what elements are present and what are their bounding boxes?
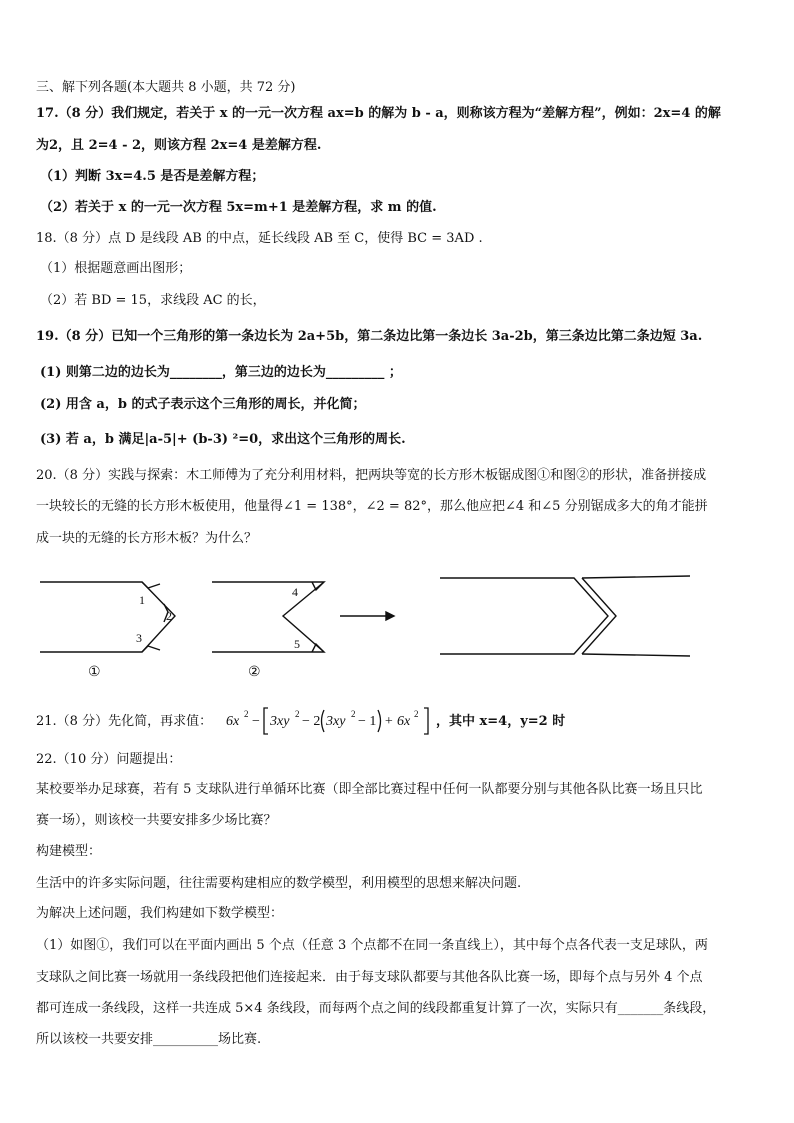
figure-2-caption: ② [248,665,261,680]
q17-part1: （1）判断 3x=4.5 是否是差解方程； [40,169,265,184]
q21-prefix: 21.（8 分）先化简，再求值： [36,714,213,729]
left-paren [322,710,325,732]
q19-stem: 19.（8 分）已知一个三角形的第一条边长为 2a+5b，第二条边比第一条边长 3a-2b，第三条边比第二条边短 3a. [36,329,703,344]
expr-minus-2: − 2 [302,714,321,729]
figure-1-caption: ① [88,665,101,680]
q20-figure [36,568,696,686]
q22-line8: 都可连成一条线段，这样一共连成 5×4 条线段，而每两个点之间的线段都重复计算了一次，实际只有_______条线段， [36,1001,716,1016]
q20-line3: 成一块的无缝的长方形木板？为什么？ [36,531,258,546]
section-header: 三、解下列各题(本大题共 8 小题，共 72 分) [36,80,296,95]
board-figure-1 [40,582,175,652]
q22-line4: 生活中的许多实际问题，往往需要构建相应的数学模型，利用模型的思想来解决问题. [36,876,522,891]
q22-line9: 所以该校一共要安排__________场比赛. [36,1032,262,1047]
angle-1-label: 1 [139,593,145,607]
angle-2-label: 2 [166,609,172,623]
angle-4-label: 4 [292,585,298,599]
q18-part1: （1）根据题意画出图形； [40,261,192,276]
left-bracket [264,708,268,734]
q18-part2: （2）若 BD = 15，求线段 AC 的长， [40,293,266,308]
right-paren [378,710,381,732]
q17-line2: 为2，且 2=4 - 2，则该方程 2x=4 是差解方程. [36,138,322,153]
expr-minus: − [252,714,260,729]
board-combined [440,576,690,656]
q18-stem: 18.（8 分）点 D 是线段 AB 的中点，延长线段 AB 至 C，使得 BC = 3AD . [36,231,483,246]
q19-part2: (2) 用含 a，b 的式子表示这个三角形的周长，并化简； [40,397,366,412]
q20-line2: 一块较长的无缝的长方形木板使用，他量得∠1 = 138°，∠2 = 82°，那么他应把∠4 和∠5 分别锯成多大的角才能拼 [36,499,708,514]
q22-line1: 某校要举办足球赛，若有 5 支球队进行单循环比赛（即全部比赛过程中任何一队都要分别与其他各队比赛一场且只比 [36,782,703,797]
expr-sup-2: 2 [295,709,300,719]
q22-line5: 为解决上述问题，我们构建如下数学模型： [36,906,284,921]
right-bracket [424,708,428,734]
q22-line7: 支球队之间比赛一场就用一条线段把他们连接起来．由于每支球队都要与其他各队比赛一场，即每个点与另外 4 个点 [36,970,703,985]
expr-sup-1: 2 [244,709,249,719]
expr-sup-3: 2 [351,709,356,719]
q20-line1: 20.（8 分）实践与探索：木工师傅为了充分利用材料，把两块等宽的长方形木板锯成图①和图②的形状，准备拼接成 [36,468,707,483]
arrow-icon [340,612,394,620]
q22-line3: 构建模型： [36,844,102,859]
q22-line6: （1）如图①，我们可以在平面内画出 5 个点（任意 3 个点都不在同一条直线上），其中每个点各代表一支足球队，两 [36,938,708,953]
q22-line2: 赛一场），则该校一共要安排多少场比赛？ [36,813,277,828]
q21-suffix: ，其中 x=4，y=2 时 [436,714,566,729]
q22-stem: 22.（10 分）问题提出： [36,752,182,767]
q19-part3: (3) 若 a，b 满足|a-5|+ (b-3) ²=0，求出这个三角形的周长. [40,432,406,447]
expr-term-3xy: 3xy [270,714,290,729]
expr-plus-6x: + 6x [384,714,411,729]
board-figure-2 [212,582,324,652]
q17-part2: （2）若关于 x 的一元一次方程 5x=m+1 是差解方程，求 m 的值. [40,200,437,215]
q19-part1: (1) 则第二边的边长为________，第三边的边长为_________ ； [40,365,402,380]
expr-minus-1: − 1 [358,714,377,729]
angle-3-label: 3 [136,631,142,645]
angle-5-label: 5 [294,637,300,651]
expr-term-3xy-inner: 3xy [326,714,346,729]
expr-term-6x: 6x [226,714,240,729]
q21-expression [224,704,434,738]
q17-line1: 17.（8 分）我们规定，若关于 x 的一元一次方程 ax=b 的解为 b - a，则称该方程为“差解方程”，例如：2x=4 的解 [36,106,721,121]
expr-sup-4: 2 [414,709,419,719]
